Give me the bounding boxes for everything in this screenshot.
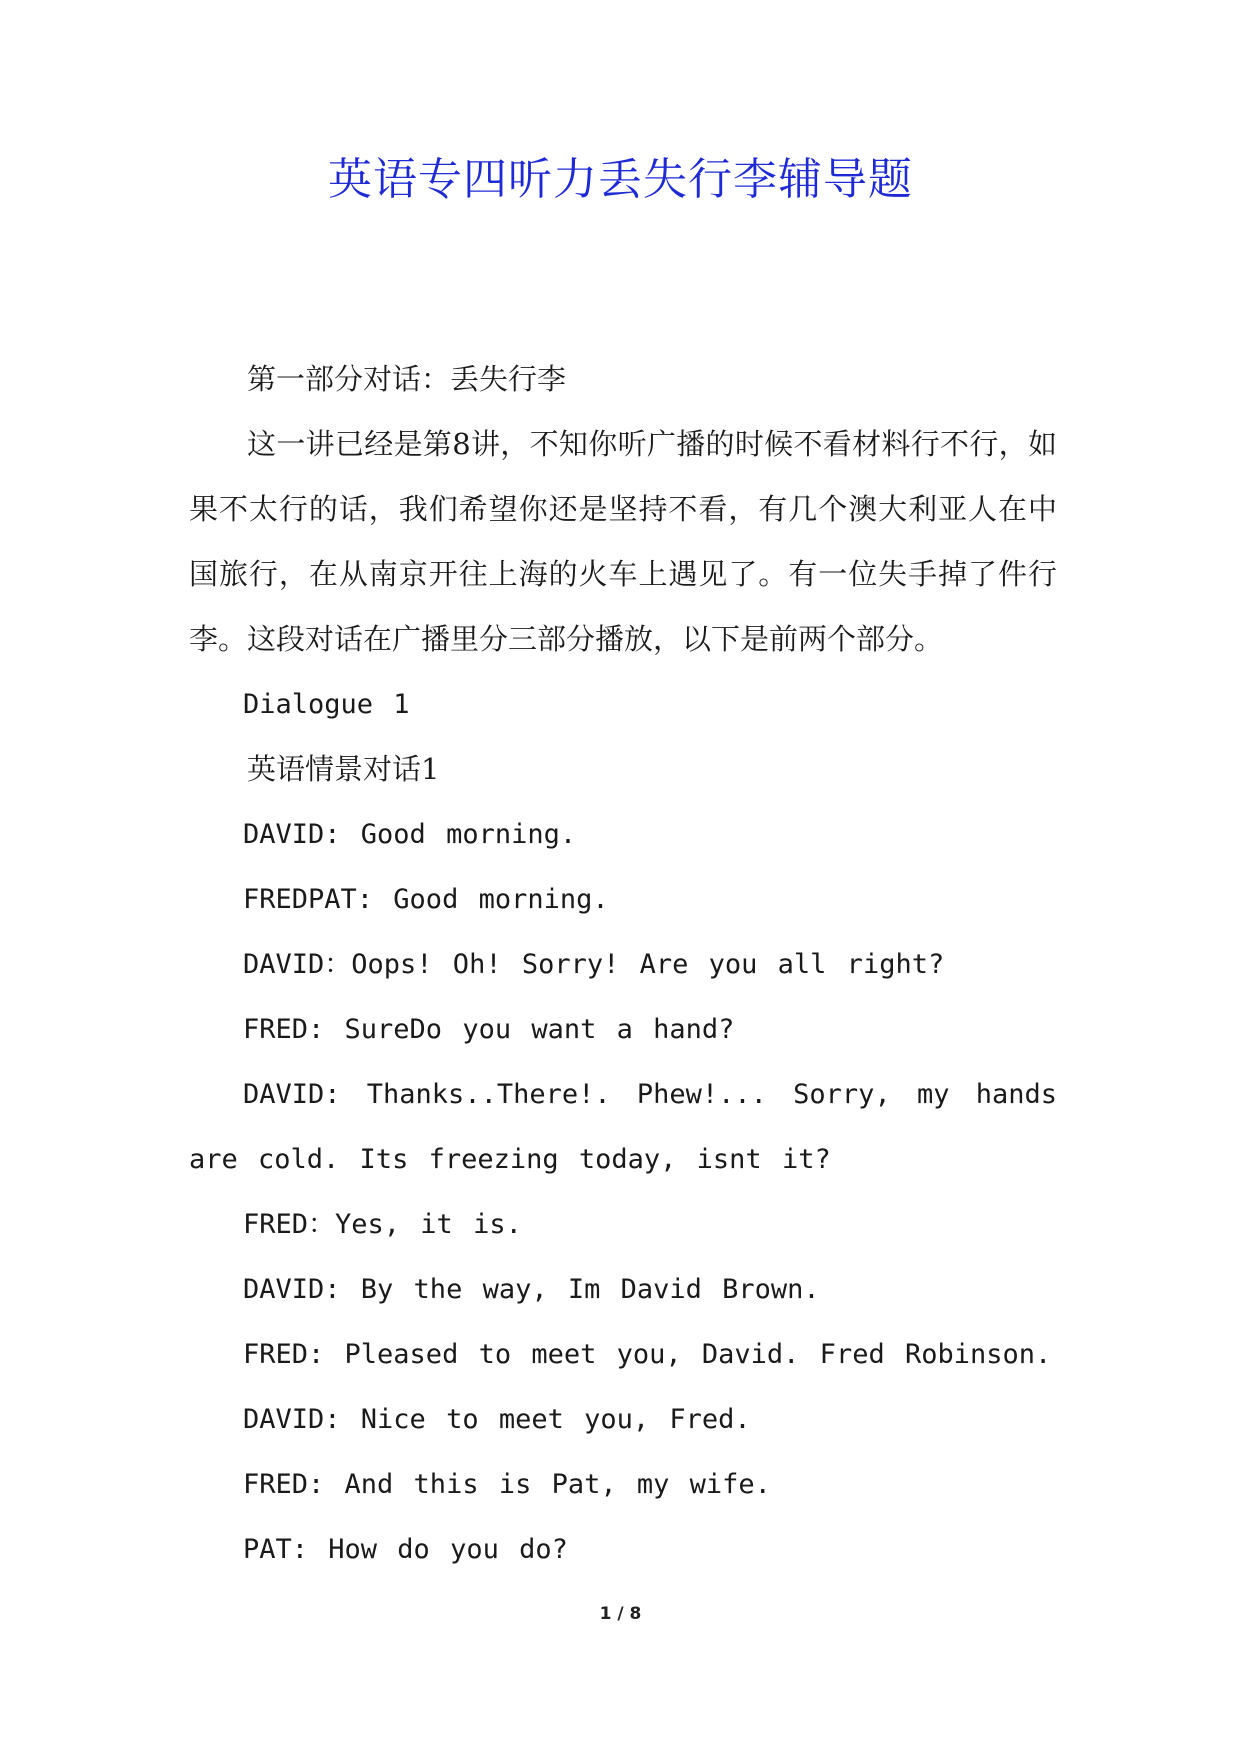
dialogue-line: DAVID: By the way, Im David Brown. xyxy=(243,1274,820,1305)
section-heading: 第一部分对话：丢失行李 xyxy=(247,362,567,396)
dialogue-line: FRED：Yes, it is. xyxy=(243,1209,522,1240)
dialogue-line: PAT: How do you do? xyxy=(243,1534,568,1565)
dialogue-line: FREDPAT: Good morning. xyxy=(243,884,609,915)
page-number: 1 / 8 xyxy=(599,1604,642,1624)
document-body xyxy=(189,347,1057,1582)
dialogue-line: FRED: And this is Pat, my wife. xyxy=(243,1469,771,1500)
dialogue-line: DAVID: Good morning. xyxy=(243,819,577,850)
dialogue-heading: Dialogue 1 xyxy=(243,689,410,720)
dialogue-subheading: 英语情景对话1 xyxy=(247,752,440,786)
dialogue-line: DAVID: Nice to meet you, Fred. xyxy=(243,1404,751,1435)
dialogue-line: FRED: SureDo you want a hand? xyxy=(243,1014,735,1045)
intro-paragraph: 这一讲已经是第8讲，不知你听广播的时候不看材料行不行，如果不太行的话，我们希望你还是坚持不看，有几个澳大利亚人在中国旅行，在从南京开往上海的火车上遇见了。有一位失手掉了件行李。这段对话在广播里分三部分播放，以下是前两个部分。 xyxy=(189,427,1057,656)
dialogue-line: FRED: Pleased to meet you, David. Fred Robinson. xyxy=(243,1339,1052,1370)
dialogue-line: DAVID: Thanks..There!. Phew!... Sorry, my hands are cold. Its freezing today, isnt it? xyxy=(189,1079,1057,1175)
dialogue-line: DAVID：Oops! Oh! Sorry! Are you all right? xyxy=(243,949,945,980)
document-title: 英语专四听力丢失行李辅导题 xyxy=(328,154,913,205)
